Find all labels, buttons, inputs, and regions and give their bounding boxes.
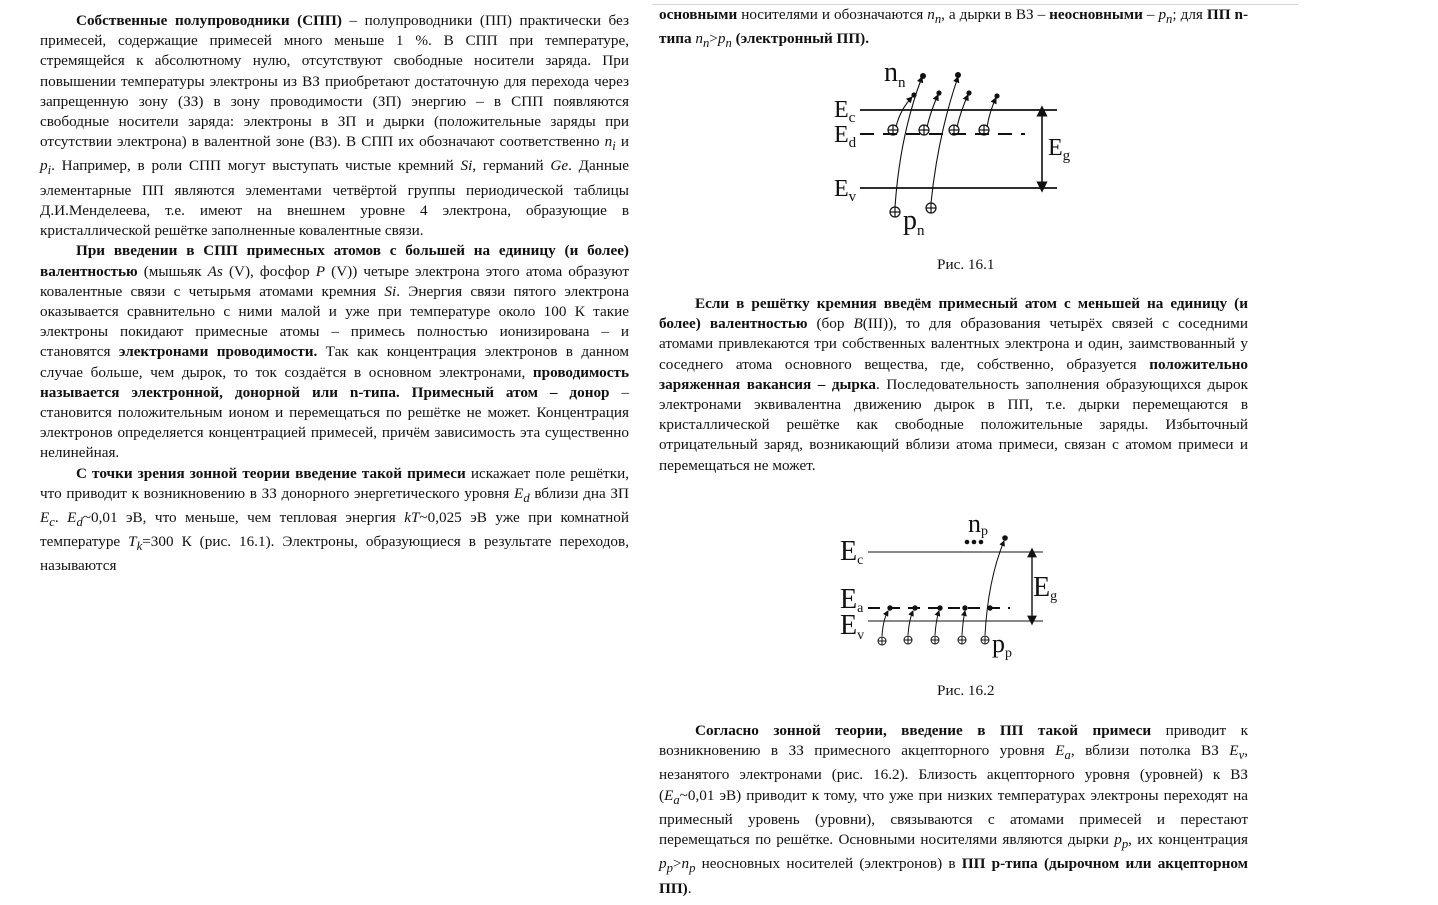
left-column [40, 11, 629, 577]
figure-16-1-caption: Рис. 16.1 [937, 256, 995, 273]
svg-text:pp: pp [992, 629, 1012, 661]
svg-text:Ec: Ec [840, 536, 864, 568]
paragraph-acceptor-impurity: Если в решётку кремния введём примесный атом с меньшей на единицу (и более) валентностью (бор B(III)), то для образования четырёх связей с соседними атомами привлекаются три собственных валентных электрона и один, заимствованный у соседнего атома основного вещества, где, собственно, образуется положительно заряженная вакансия – дырка. Последовательность заполнения образующихся дырок электронами эквивалентна движению дырок в ПП, т.е. дырки перемещаются в кристаллической решётке как свободные положительные заряды. Избыточный отрицательный заряд, возникающий вблизи атома примеси, связан с атомом примеси и перемещаться не может. [659, 295, 1248, 474]
svg-text:np: np [968, 509, 988, 539]
svg-text:Ec: $E_c$ [834, 97, 856, 126]
right-column-continuation [659, 5, 1248, 53]
svg-text:nn: $n_n$ [884, 57, 906, 91]
svg-text:Ev: Ev [840, 610, 865, 643]
right-column-middle [659, 294, 1248, 476]
paragraph-donor-impurity: При введении в СПП примесных атомов с большей на единицу (и более) валентностью (мышьяк As (V), фосфор P (V)) четыре электрона этого атома образуют ковалентные связи с четырьмя атомами кремния Si. Энергия связи пятого электрона оказывается сравнительно с ними малой и уже при температуре около 100 К такие электроны покидают примесные атомы – примесь полностью ионизирована – и становятся электронами проводимости. Так как концентрация электронов в данном случае больше, чем дырок, то ток создаётся в основном электронами, проводимость называется электронной, донорной или n-типа. Примесный атом – донор – становится положительным ионом и перемещаться по решётке не может. Концентрация электронов определяется концентрацией примесей, причём зависимость эта существенно нелинейная. [40, 242, 630, 462]
svg-text:Ea: Ea [840, 584, 864, 616]
svg-text:Ev: $E_v$ [834, 176, 857, 205]
paragraph-intrinsic-semiconductors: Собственные полупроводники (СПП) – полупроводники (ПП) практически без примесей, содержащие примесей много меньше 1 %. В СПП при температуре, стремящейся к абсолютному нулю, отсутствуют свободные носители заряда. При повышении температуры электроны из ВЗ приобретают достаточную для перехода через запрещенную зону (ЗЗ) в зону проводимости (ЗП) энергию – в СПП появляются свободные носители заряда: электроны в ЗП и дырки (положительные заряды при отсутствии электрона) в валентной зоне (ВЗ). В СПП их обозначают соответственно $n_i$ и $p_i$. Например, в роли СПП могут выступать чистые кремний Si, германий Ge. Данные элементарные ПП являются элементами четвёртой группы периодической таблицы Д.И.Менделеева, т.е. имеют на внешнем уровне 4 электрона, образующие в кристаллической решётке заполненные ковалентные связи. [40, 12, 629, 240]
svg-text:pn: $p_n$ [903, 205, 925, 239]
paragraph-majority-carriers: основными носителями и обозначаются $n_n$, а дырки в ВЗ – неосновными – $p_n$; для ПП n-типа $n_n>p_n$ (электронный ПП). [659, 6, 1248, 51]
svg-text:Eg: $E_g$ [1048, 135, 1071, 164]
svg-text:Ed: $E_d$ [834, 122, 857, 151]
figure-16-2-band-diagram [830, 510, 1090, 680]
figure-16-2-caption: Рис. 16.2 [937, 682, 995, 699]
paragraph-band-theory-acceptor: Согласно зонной теории, введение в ПП такой примеси приводит к возникновению в ЗЗ примесного акцепторного уровня $E_a$, вблизи потолка ВЗ $E_v$, незанятого электронами (рис. 16.2). Близость акцепторного уровня (уровней) к ВЗ ($E_a\sim 0,01$ эВ) приводит к тому, что уже при низких температурах электроны переходят на примесный уровень (уровни), связываются с атомами примесей и перестают перемещаться по решётке. Основными носителями являются дырки $p_p$, их концентрация $p_p>n_p$ неосновных носителей (электронов) в ПП p-типа (дырочном или акцепторном ПП). [659, 722, 1248, 897]
paragraph-band-theory-donor: С точки зрения зонной теории введение такой примеси искажает поле решётки, что приводит к возникновению в ЗЗ донорного энергетического уровня $E_d$ вблизи дна ЗП $E_c$. $E_d\sim 0,01$ эВ, что меньше, чем тепловая энергия kT~0,025 эВ уже при комнатной температуре $T_k=300$ К (рис. 16.1). Электроны, образующиеся в результате переходов, называются [40, 464, 630, 575]
svg-text:Eg: Eg [1033, 572, 1058, 604]
figure-16-1-band-diagram [820, 55, 1080, 245]
right-column-bottom [659, 721, 1248, 899]
